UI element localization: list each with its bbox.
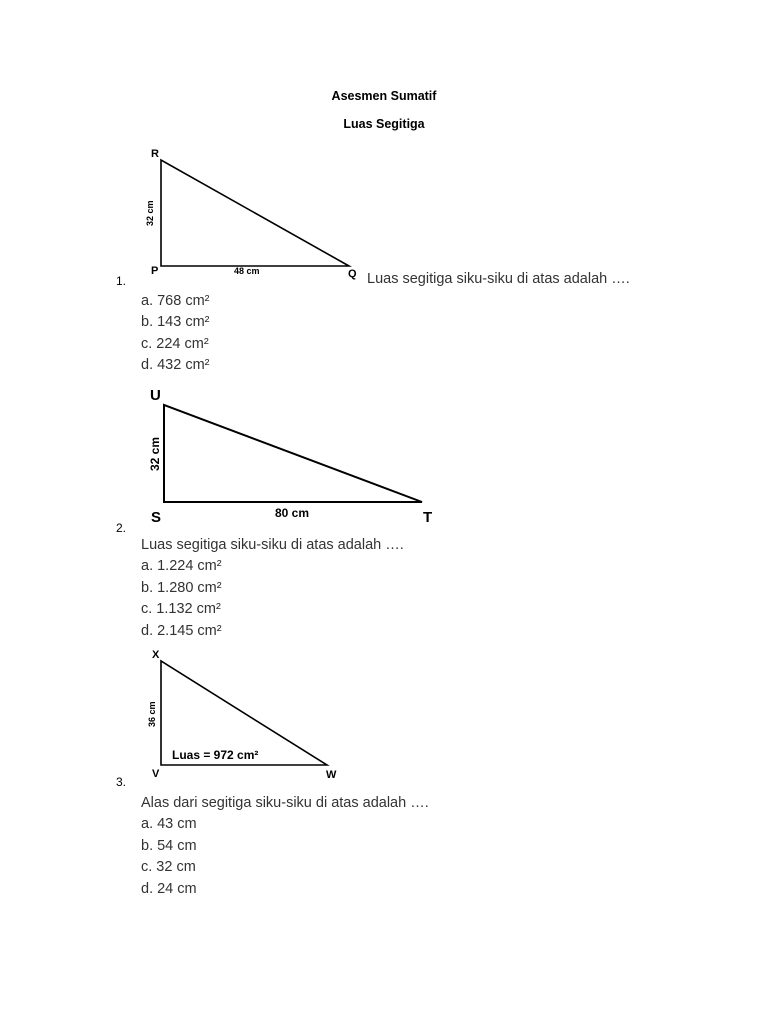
triangle-shape — [164, 405, 422, 502]
question-text: Luas segitiga siku-siku di atas adalah …. — [141, 537, 404, 553]
area-label: Luas = 972 cm² — [172, 748, 259, 762]
answer-option: d. 2.145 cm² — [141, 623, 222, 639]
answer-option: b. 54 cm — [141, 838, 197, 854]
question-number: 3. — [116, 775, 127, 789]
vertex-label-top: R — [151, 148, 159, 160]
vertex-label-right-angle: S — [151, 509, 162, 526]
question-number: 2. — [116, 521, 127, 535]
base-length-label: 48 cm — [234, 266, 260, 276]
answer-option: a. 43 cm — [141, 816, 197, 832]
triangle-figure-3 — [140, 640, 360, 790]
vertex-label-right-angle: P — [151, 265, 159, 277]
vertex-label-top: X — [152, 649, 160, 661]
answer-option: d. 24 cm — [141, 881, 197, 897]
triangle-shape — [161, 160, 349, 266]
answer-option: b. 143 cm² — [141, 314, 210, 330]
answer-option: c. 1.132 cm² — [141, 601, 221, 617]
answer-option: a. 1.224 cm² — [141, 558, 222, 574]
vertex-label-top: U — [150, 387, 161, 404]
height-length-label: 32 cm — [148, 436, 162, 471]
vertex-label-end: Q — [348, 268, 357, 280]
base-length-label: 80 cm — [275, 506, 310, 520]
height-length-label: 32 cm — [145, 200, 155, 226]
triangle-figure-1 — [140, 140, 380, 290]
answer-option: a. 768 cm² — [141, 293, 210, 309]
vertex-label-end: T — [423, 509, 433, 526]
vertex-label-end: W — [326, 769, 337, 781]
answer-option: b. 1.280 cm² — [141, 580, 222, 596]
question-text: Luas segitiga siku-siku di atas adalah …. — [367, 271, 630, 287]
height-length-label: 36 cm — [147, 701, 157, 727]
question-text: Alas dari segitiga siku-siku di atas adalah …. — [141, 795, 429, 811]
triangle-figure-2 — [140, 380, 450, 530]
page-subtitle: Luas Segitiga — [343, 117, 425, 131]
question-number: 1. — [116, 274, 127, 288]
answer-option: c. 224 cm² — [141, 336, 209, 352]
answer-option: d. 432 cm² — [141, 357, 210, 373]
answer-option: c. 32 cm — [141, 859, 196, 875]
vertex-label-right-angle: V — [152, 768, 160, 780]
page-title: Asesmen Sumatif — [331, 89, 437, 103]
